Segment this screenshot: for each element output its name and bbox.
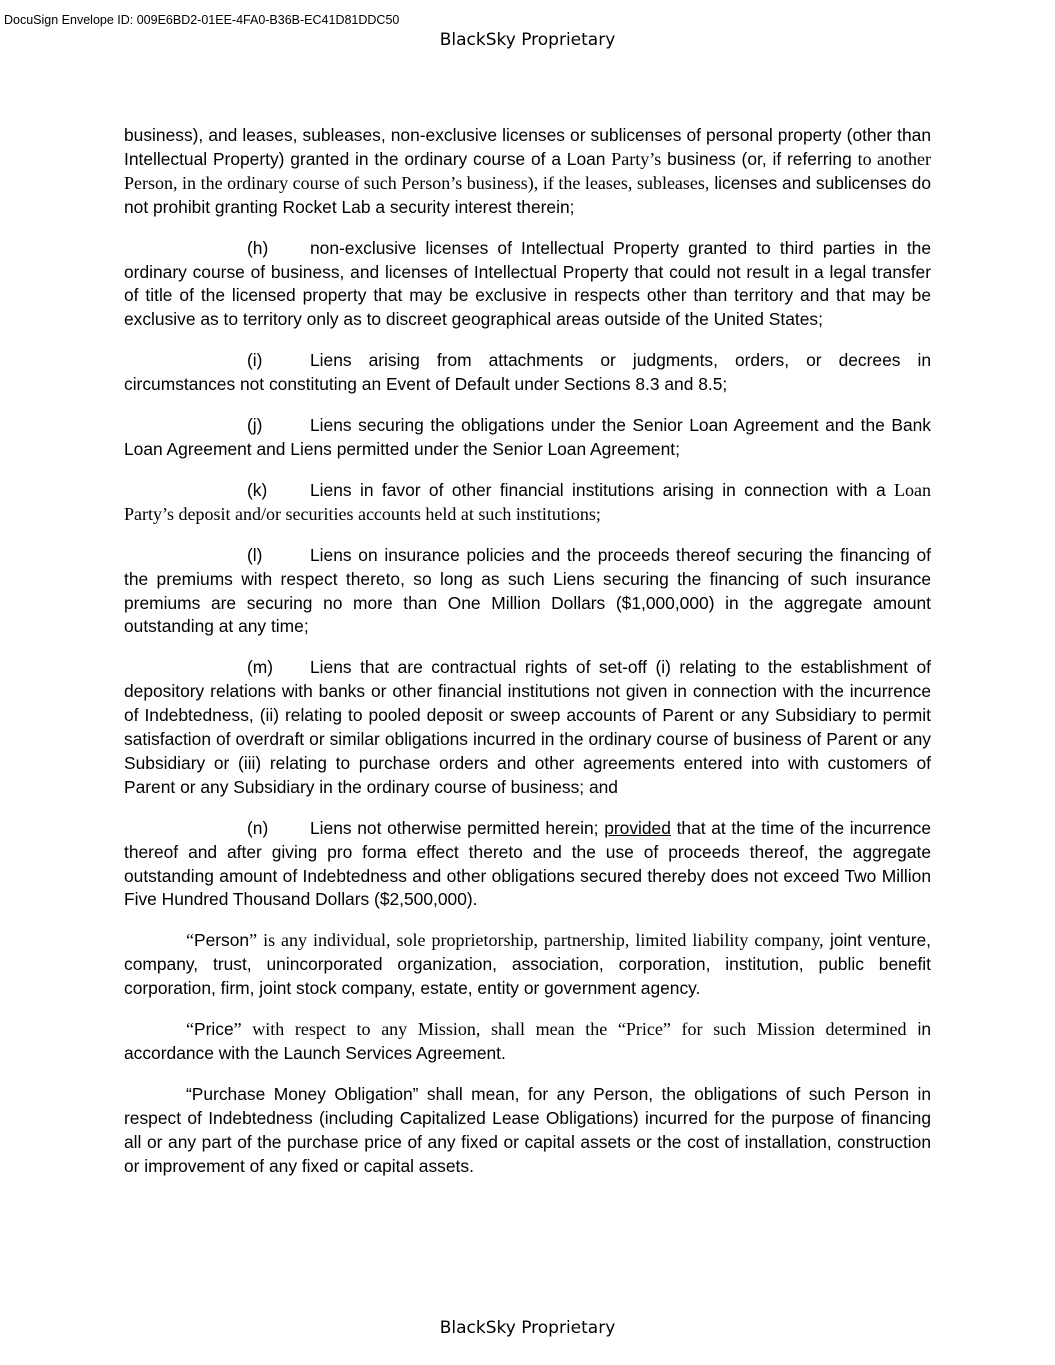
text-run: business (or, if referring — [661, 148, 858, 169]
text-run: business), and leases, subleases, non-exclusive licenses or sublicenses of personal property (other than Intellectual Property) granted in the ordinary course of a Loan — [124, 125, 931, 169]
clause-label: (n) — [247, 817, 269, 838]
clause-text: non-exclusive licenses of Intellectual Property granted to third parties in the ordinary course of business, and licenses of Intellectual Property that could not result in a legal transfer of title of the licensed property that may be exclusive in respects other than territory and that may be exclusive as to territory only as to discreet geographical areas outside of the United States; — [124, 237, 931, 330]
clause-i — [124, 349, 931, 397]
definition-person — [124, 929, 931, 1001]
clause-text: that at the time of the incurrence thereof and after giving pro forma effect thereto and the use of proceeds thereof, the aggregate outstanding amount of Indebtedness and other obligations secured thereby does not exceed Two Million Five Hundred Thousand Dollars ($2,500,000). — [124, 817, 931, 910]
text-run-serif: Party’s — [611, 148, 662, 169]
clause-label: (l) — [247, 544, 263, 565]
clause-label: (h) — [247, 237, 269, 258]
docusign-envelope-id: DocuSign Envelope ID: 009E6BD2-01EE-4FA0-B36B-EC41D81DDC50 — [4, 13, 400, 27]
clause-m — [124, 656, 931, 799]
clause-label: (i) — [247, 350, 263, 371]
clause-l — [124, 544, 931, 640]
definition-text-serif: ” is any individual, sole proprietorship, partnership, limited liability company, — [249, 930, 824, 951]
clause-text: Liens that are contractual rights of set-off (i) relating to the establishment of depository relations with banks or other financial institutions not given in connection with the incurrence of Indebtedness, (ii) relating to pooled deposit or sweep accounts of Parent or any Subsidiary to permit satisfaction of overdraft or similar obligations incurred in the ordinary course of business of Parent or any Subsidiary or (iii) relating to purchase orders and other agreements entered into with customers of Parent or any Subsidiary in the ordinary course of business; and — [124, 657, 931, 797]
clause-label: (j) — [247, 415, 263, 436]
definition-text-serif: ” with respect to any Mission, shall mean the “Price” for such Mission determined — [233, 1019, 907, 1040]
open-quote: “ — [186, 1019, 194, 1040]
clause-label: (m) — [247, 657, 274, 678]
clause-h — [124, 237, 931, 333]
text-run: licenses and sublicenses do not prohibit granting Rocket Lab a security interest therein; — [124, 172, 931, 217]
clause-text: Liens arising from attachments or judgments, orders, or decrees in circumstances not constituting an Event of Default under Sections 8.3 and 8.5; — [124, 350, 931, 395]
underlined-term: provided — [604, 817, 671, 838]
definition-text: in accordance with the Launch Services Agreement. — [124, 1019, 932, 1063]
clause-text: Liens on insurance policies and the proceeds thereof securing the financing of the premiums with respect thereto, so long as such Liens securing the financing of such insurance premiums are securing no more than One Million Dollars ($1,000,000) in the aggregate amount outstanding at any time; — [124, 544, 931, 637]
open-quote: “ — [186, 930, 194, 951]
document-body — [124, 124, 931, 1196]
clause-text-serif: Loan Party’s deposit and/or securities accounts held at such institutions; — [124, 479, 931, 524]
clause-label: (k) — [247, 479, 268, 500]
page-footer: BlackSky Proprietary — [439, 1318, 616, 1338]
paragraph-continuation — [124, 124, 931, 220]
clause-j — [124, 414, 931, 462]
definition-purchase-money-obligation — [124, 1083, 931, 1179]
text-run-serif: to another Person, in the ordinary course of such Person’s business), if the leases, subleases, — [124, 148, 932, 193]
definition-text: “Purchase Money Obligation” shall mean, for any Person, the obligations of such Person in respect of Indebtedness (including Capitalized Lease Obligations) incurred for the purpose of financing all or any part of the purchase price of any fixed or capital assets or the cost of installation, construction or improvement of any fixed or capital assets. — [124, 1083, 931, 1176]
clause-n — [124, 817, 931, 913]
clause-text: Liens not otherwise permitted herein; — [310, 817, 605, 838]
definition-price — [124, 1018, 931, 1066]
clause-k — [124, 479, 931, 527]
defined-term: Price — [194, 1019, 234, 1040]
clause-text: Liens in favor of other financial institutions arising in connection with a — [310, 479, 895, 500]
clause-text: Liens securing the obligations under the Senior Loan Agreement and the Bank Loan Agreement and Liens permitted under the Senior Loan Agreement; — [124, 415, 931, 459]
defined-term: Person — [194, 930, 250, 951]
page-header: BlackSky Proprietary — [439, 30, 616, 50]
definition-text: joint venture, company, trust, unincorporated organization, association, corporation, institution, public benefit corporation, firm, joint stock company, estate, entity or government agency. — [124, 930, 931, 999]
